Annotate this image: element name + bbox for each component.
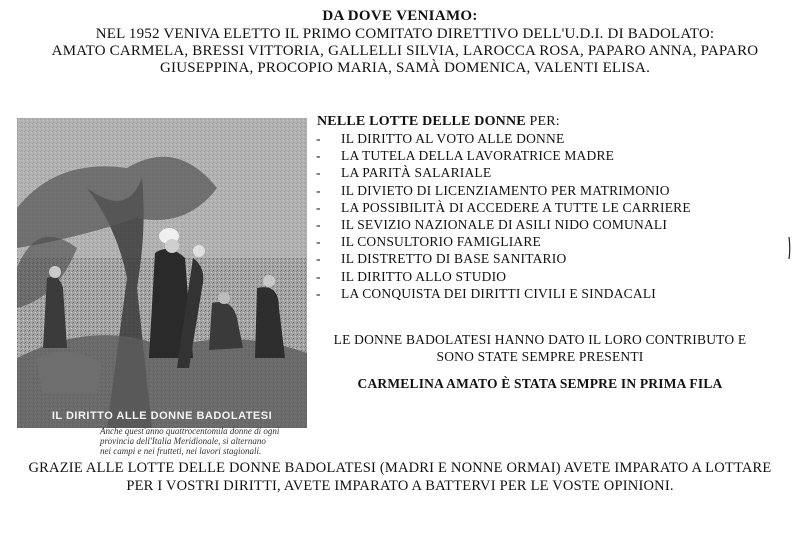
- intro-paragraph: [20, 26, 790, 77]
- photo-overlay-text: IL DIRITTO ALLE DONNE BADOLATESI: [51, 410, 273, 422]
- closing-line-1: GRAZIE ALLE LOTTE DELLE DONNE BADOLATESI (MADRI E NONNE ORMAI) AVETE IMPARATO A LOTTARE: [28, 460, 772, 476]
- photo-illustration: [17, 118, 307, 428]
- list-item: - IL CONSULTORIO FAMIGLIARE: [316, 234, 542, 250]
- caption-line-3: nei campi e nei frutteti, nei lavori stagionali.: [100, 446, 262, 456]
- historic-photo: [17, 118, 307, 428]
- scan-margin-mark: [788, 237, 791, 259]
- photo-caption: [100, 426, 310, 456]
- closing-paragraph: [10, 459, 790, 495]
- list-item: - IL DIRITTO AL VOTO ALLE DONNE: [316, 131, 565, 146]
- caption-line-2: provincia dell'Italia Meridionale, si alternano: [100, 436, 266, 446]
- page-heading: DA DOVE VENIAMO:: [322, 8, 478, 24]
- struggles-title-bold: NELLE LOTTE DELLE DONNE: [317, 114, 526, 129]
- intro-line-3: GIUSEPPINA, PROCOPIO MARIA, SAMÀ DOMENICA, VALENTI ELISA.: [159, 60, 651, 76]
- list-item: - LA CONQUISTA DEI DIRITTI CIVILI E SINDACALI: [316, 285, 656, 301]
- struggles-list: [316, 130, 736, 302]
- carmelina-statement: CARMELINA AMATO È STATA SEMPRE IN PRIMA FILA: [357, 376, 723, 391]
- list-item: - LA PARITÀ SALARIALE: [316, 165, 492, 181]
- intro-line-2: AMATO CARMELA, BRESSI VITTORIA, GALLELLI SILVIA, LAROCCA ROSA, PAPARO ANNA, PAPARO: [51, 43, 759, 59]
- intro-line-1: NEL 1952 VENIVA ELETTO IL PRIMO COMITATO DIRETTIVO DELL'U.D.I. DI BADOLATO:: [95, 26, 715, 42]
- list-item: - IL DIVIETO DI LICENZIAMENTO PER MATRIMONIO: [316, 182, 670, 198]
- list-item: - LA POSSIBILITÀ DI ACCEDERE A TUTTE LE CARRIERE: [316, 199, 691, 215]
- contribution-line-2: SONO STATE SEMPRE PRESENTI: [436, 349, 644, 364]
- closing-line-2: PER I VOSTRI DIRITTI, AVETE IMPARATO A BATTERVI PER LE VOSTE OPINIONI.: [126, 478, 674, 494]
- contribution-line-1: LE DONNE BADOLATESI HANNO DATO IL LORO CONTRIBUTO E: [333, 332, 747, 347]
- contribution-paragraph: [315, 331, 765, 365]
- struggles-title: [317, 114, 560, 130]
- list-item: - IL SEVIZIO NAZIONALE DI ASILI NIDO COMUNALI: [316, 217, 668, 233]
- list-item: - IL DIRITTO ALLO STUDIO: [316, 268, 507, 284]
- list-item: - IL DISTRETTO DI BASE SANITARIO: [316, 251, 567, 267]
- caption-line-1: Anche quest'anno quattrocentomila donne di ogni: [100, 426, 280, 436]
- struggles-title-rest: PER:: [525, 114, 560, 129]
- list-item: - LA TUTELA DELLA LAVORATRICE MADRE: [316, 148, 615, 164]
